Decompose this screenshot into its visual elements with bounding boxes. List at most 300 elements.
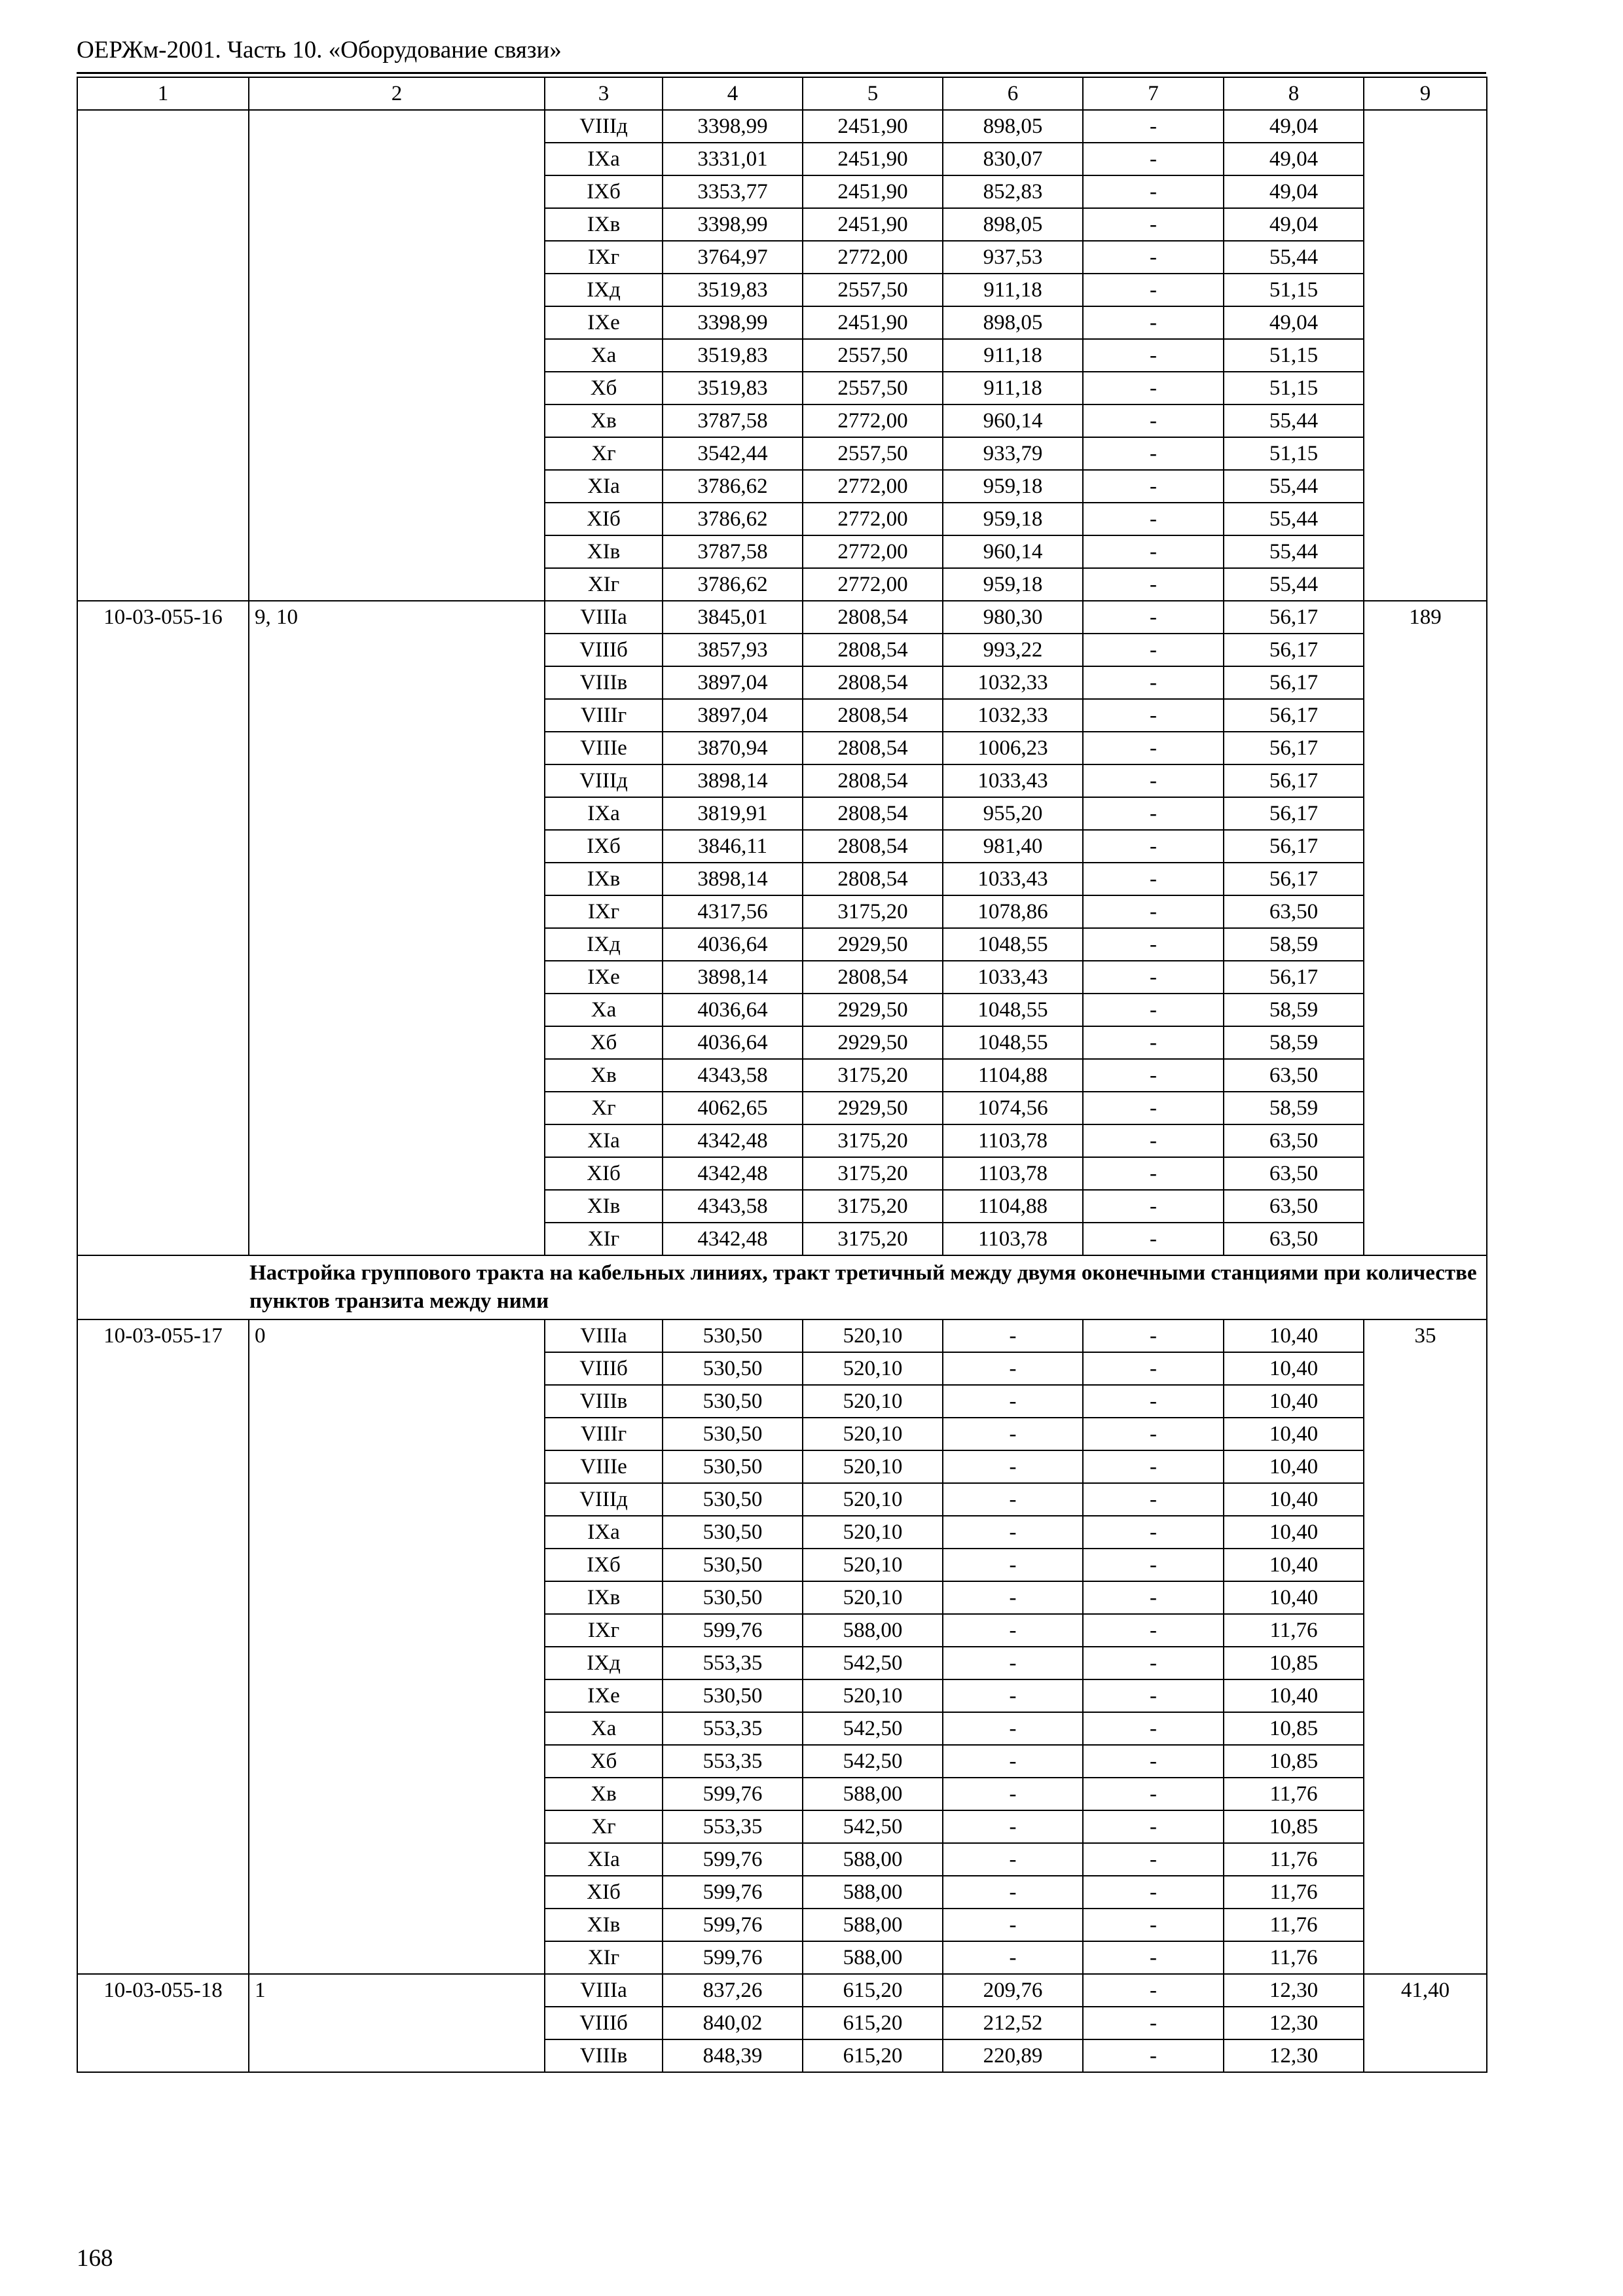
value-cell: 2557,50 [803,437,943,470]
value-cell: 520,10 [803,1418,943,1450]
value-cell: 553,35 [663,1647,803,1679]
value-cell: 11,76 [1224,1778,1364,1810]
value-cell: - [1083,994,1224,1026]
value-cell: 58,59 [1224,994,1364,1026]
value-cell: - [1083,699,1224,732]
value-cell: - [1083,1092,1224,1124]
value-cell: 3519,83 [663,339,803,372]
category-cell: XIб [545,1876,663,1909]
value-cell: 588,00 [803,1941,943,1974]
value-cell: - [1083,339,1224,372]
value-cell: 12,30 [1224,2039,1364,2072]
value-cell: 3787,58 [663,404,803,437]
value-cell: 56,17 [1224,830,1364,863]
category-cell: Xа [545,339,663,372]
value-cell: 63,50 [1224,1223,1364,1255]
value-cell: 1033,43 [943,764,1083,797]
value-cell: 3175,20 [803,1157,943,1190]
category-cell: IXд [545,274,663,306]
value-cell: 56,17 [1224,666,1364,699]
value-cell: 898,05 [943,306,1083,339]
category-cell: Xв [545,1059,663,1092]
value-cell: 10,85 [1224,1712,1364,1745]
value-cell: 10,40 [1224,1352,1364,1385]
value-cell: - [1083,1385,1224,1418]
value-cell: - [1083,535,1224,568]
value-cell: 553,35 [663,1745,803,1778]
parameter-cell: 1 [249,1974,545,2072]
value-cell: - [943,1679,1083,1712]
value-cell: - [1083,634,1224,666]
value-cell: 898,05 [943,110,1083,143]
value-cell: 1078,86 [943,895,1083,928]
value-cell: 615,20 [803,2007,943,2039]
value-cell: - [1083,2039,1224,2072]
value-cell: 530,50 [663,1352,803,1385]
value-cell: 10,85 [1224,1810,1364,1843]
value-cell: 10,40 [1224,1418,1364,1450]
value-cell: 4317,56 [663,895,803,928]
rate-code-cell: 10-03-055-17 [77,1319,249,1974]
value-cell: 4343,58 [663,1059,803,1092]
value-cell: 2808,54 [803,666,943,699]
value-cell: 10,40 [1224,1450,1364,1483]
value-cell: 2808,54 [803,863,943,895]
category-cell: VIIIг [545,699,663,732]
value-cell: - [1083,568,1224,601]
value-cell: - [1083,666,1224,699]
value-cell: - [1083,764,1224,797]
column-number-cell: 6 [943,77,1083,110]
value-cell: 2808,54 [803,732,943,764]
value-cell: 2772,00 [803,535,943,568]
value-cell: - [1083,1745,1224,1778]
column-number-cell: 4 [663,77,803,110]
value-cell: 3898,14 [663,764,803,797]
value-cell: 49,04 [1224,208,1364,241]
value-cell: 56,17 [1224,732,1364,764]
value-cell: - [1083,1549,1224,1581]
category-cell: VIIIд [545,1483,663,1516]
value-cell: - [943,1450,1083,1483]
value-cell: 1048,55 [943,994,1083,1026]
value-cell: 10,40 [1224,1549,1364,1581]
value-cell: 3175,20 [803,1124,943,1157]
table-row [77,601,1487,634]
category-cell: IXб [545,830,663,863]
value-cell: - [1083,1319,1224,1352]
category-cell: XIг [545,1941,663,1974]
value-cell: 980,30 [943,601,1083,634]
value-cell: - [943,1647,1083,1679]
value-cell: 4062,65 [663,1092,803,1124]
parameter-cell: 9, 10 [249,601,545,1255]
value-cell: 2808,54 [803,961,943,994]
category-cell: Xг [545,1092,663,1124]
value-cell: 599,76 [663,1614,803,1647]
value-cell: 63,50 [1224,1124,1364,1157]
page-number: 168 [77,2245,113,2272]
category-cell: IXа [545,1516,663,1549]
value-cell: 599,76 [663,1909,803,1941]
value-cell: 3175,20 [803,1223,943,1255]
value-cell: 63,50 [1224,1190,1364,1223]
parameter-cell [249,110,545,601]
value-cell: 911,18 [943,274,1083,306]
category-cell: Xв [545,404,663,437]
value-cell: 2772,00 [803,503,943,535]
rate-code-cell [77,110,249,601]
value-cell: 10,40 [1224,1679,1364,1712]
value-cell: 542,50 [803,1810,943,1843]
value-cell: - [943,1843,1083,1876]
value-cell: - [1083,1679,1224,1712]
value-cell: - [1083,732,1224,764]
value-cell: 51,15 [1224,274,1364,306]
value-cell: 1006,23 [943,732,1083,764]
column-number-row [77,77,1487,110]
value-cell: 1032,33 [943,666,1083,699]
value-cell: 553,35 [663,1712,803,1745]
column-number-cell: 2 [249,77,545,110]
section-heading: Настройка группового тракта на кабельных линиях, тракт третичный между двумя оконечными станциями при количестве пунктов транзита между ними [77,1255,1487,1319]
value-cell: 11,76 [1224,1909,1364,1941]
category-cell: IXе [545,961,663,994]
value-cell: 599,76 [663,1778,803,1810]
value-cell: 58,59 [1224,928,1364,961]
section-heading-row [77,1255,1487,1319]
value-cell: - [1083,110,1224,143]
value-cell: 4342,48 [663,1223,803,1255]
value-cell: 530,50 [663,1319,803,1352]
value-cell: 553,35 [663,1810,803,1843]
value-cell: 2451,90 [803,208,943,241]
value-cell: 848,39 [663,2039,803,2072]
value-cell: 530,50 [663,1483,803,1516]
column-number-cell: 3 [545,77,663,110]
value-cell: 55,44 [1224,535,1364,568]
value-cell: - [1083,241,1224,274]
value-cell: 49,04 [1224,306,1364,339]
value-cell: 2808,54 [803,830,943,863]
category-cell: Xб [545,1026,663,1059]
category-cell: XIа [545,1124,663,1157]
header-rule [77,72,1486,74]
col9-value-cell: 35 [1364,1319,1487,1974]
value-cell: 3870,94 [663,732,803,764]
value-cell: - [1083,404,1224,437]
value-cell: 2772,00 [803,568,943,601]
value-cell: 55,44 [1224,503,1364,535]
category-cell: XIб [545,1157,663,1190]
value-cell: - [1083,1516,1224,1549]
value-cell: 1033,43 [943,961,1083,994]
category-cell: VIIIе [545,732,663,764]
value-cell: 2557,50 [803,339,943,372]
value-cell: 520,10 [803,1319,943,1352]
value-cell: 615,20 [803,1974,943,2007]
value-cell: - [943,1352,1083,1385]
value-cell: 3175,20 [803,895,943,928]
value-cell: 837,26 [663,1974,803,2007]
value-cell: 3398,99 [663,306,803,339]
value-cell: 520,10 [803,1516,943,1549]
value-cell: 3898,14 [663,863,803,895]
value-cell: 2451,90 [803,110,943,143]
category-cell: IXв [545,208,663,241]
category-cell: Xб [545,372,663,404]
value-cell: - [943,1745,1083,1778]
category-cell: Xа [545,994,663,1026]
category-cell: IXб [545,175,663,208]
value-cell: - [1083,1810,1224,1843]
value-cell: - [1083,1352,1224,1385]
value-cell: 588,00 [803,1778,943,1810]
value-cell: - [1083,1450,1224,1483]
value-cell: - [943,1712,1083,1745]
value-cell: 2929,50 [803,1092,943,1124]
value-cell: 3331,01 [663,143,803,175]
category-cell: Xг [545,437,663,470]
value-cell: 58,59 [1224,1026,1364,1059]
value-cell: 530,50 [663,1418,803,1450]
category-cell: VIIIе [545,1450,663,1483]
value-cell: - [943,1516,1083,1549]
value-cell: 4036,64 [663,1026,803,1059]
value-cell: - [1083,797,1224,830]
value-cell: 3398,99 [663,208,803,241]
value-cell: - [1083,274,1224,306]
value-cell: 56,17 [1224,797,1364,830]
value-cell: 2808,54 [803,634,943,666]
value-cell: 520,10 [803,1679,943,1712]
value-cell: 1048,55 [943,928,1083,961]
value-cell: 2557,50 [803,274,943,306]
category-cell: IXа [545,143,663,175]
category-cell: IXб [545,1549,663,1581]
category-cell: IXг [545,1614,663,1647]
value-cell: 4036,64 [663,994,803,1026]
value-cell: 588,00 [803,1909,943,1941]
value-cell: 1048,55 [943,1026,1083,1059]
category-cell: IXв [545,863,663,895]
category-cell: IXд [545,1647,663,1679]
value-cell: 2451,90 [803,143,943,175]
value-cell: 1103,78 [943,1223,1083,1255]
value-cell: - [1083,1941,1224,1974]
value-cell: 2929,50 [803,928,943,961]
value-cell: 3398,99 [663,110,803,143]
value-cell: 599,76 [663,1843,803,1876]
value-cell: - [1083,208,1224,241]
value-cell: 530,50 [663,1385,803,1418]
category-cell: IXа [545,797,663,830]
value-cell: 2808,54 [803,764,943,797]
value-cell: 520,10 [803,1450,943,1483]
value-cell: 898,05 [943,208,1083,241]
value-cell: - [1083,1223,1224,1255]
value-cell: 530,50 [663,1450,803,1483]
value-cell: 530,50 [663,1581,803,1614]
category-cell: VIIIб [545,2007,663,2039]
value-cell: 599,76 [663,1876,803,1909]
value-cell: 58,59 [1224,1092,1364,1124]
value-cell: - [943,1418,1083,1450]
value-cell: 10,40 [1224,1516,1364,1549]
value-cell: 3845,01 [663,601,803,634]
value-cell: - [1083,1418,1224,1450]
value-cell: - [943,1483,1083,1516]
value-cell: 3519,83 [663,274,803,306]
value-cell: 840,02 [663,2007,803,2039]
value-cell: 588,00 [803,1843,943,1876]
category-cell: IXг [545,241,663,274]
value-cell: 10,40 [1224,1483,1364,1516]
value-cell: - [1083,1647,1224,1679]
value-cell: 2772,00 [803,241,943,274]
value-cell: 51,15 [1224,339,1364,372]
value-cell: - [1083,830,1224,863]
value-cell: 1104,88 [943,1059,1083,1092]
value-cell: 520,10 [803,1581,943,1614]
value-cell: 2808,54 [803,601,943,634]
value-cell: 51,15 [1224,437,1364,470]
value-cell: 937,53 [943,241,1083,274]
value-cell: 542,50 [803,1745,943,1778]
value-cell: 2929,50 [803,994,943,1026]
value-cell: 10,40 [1224,1385,1364,1418]
table-row [77,1974,1487,2007]
value-cell: - [1083,1876,1224,1909]
value-cell: 1103,78 [943,1157,1083,1190]
category-cell: VIIIб [545,1352,663,1385]
category-cell: VIIIд [545,110,663,143]
value-cell: 63,50 [1224,895,1364,928]
value-cell: 3857,93 [663,634,803,666]
value-cell: 209,76 [943,1974,1083,2007]
value-cell: - [1083,143,1224,175]
value-cell: 3764,97 [663,241,803,274]
value-cell: 3353,77 [663,175,803,208]
page-header: ОЕРЖм-2001. Часть 10. «Оборудование связи» [77,37,562,63]
value-cell: - [1083,1581,1224,1614]
value-cell: 520,10 [803,1385,943,1418]
value-cell: 1103,78 [943,1124,1083,1157]
value-cell: 10,85 [1224,1647,1364,1679]
category-cell: XIг [545,568,663,601]
category-cell: XIв [545,1909,663,1941]
value-cell: 3786,62 [663,470,803,503]
value-cell: 1104,88 [943,1190,1083,1223]
category-cell: XIа [545,1843,663,1876]
column-number-cell: 5 [803,77,943,110]
value-cell: 615,20 [803,2039,943,2072]
category-cell: Xг [545,1810,663,1843]
col9-value-cell: 41,40 [1364,1974,1487,2072]
value-cell: - [943,1549,1083,1581]
value-cell: - [1083,175,1224,208]
col9-value-cell: 189 [1364,601,1487,1255]
value-cell: 959,18 [943,568,1083,601]
value-cell: - [943,1319,1083,1352]
value-cell: - [1083,372,1224,404]
value-cell: 1032,33 [943,699,1083,732]
category-cell: VIIIв [545,666,663,699]
value-cell: 959,18 [943,470,1083,503]
value-cell: 10,40 [1224,1581,1364,1614]
value-cell: 55,44 [1224,404,1364,437]
value-cell: 11,76 [1224,1941,1364,1974]
value-cell: 911,18 [943,372,1083,404]
value-cell: 959,18 [943,503,1083,535]
value-cell: 3175,20 [803,1190,943,1223]
value-cell: - [1083,470,1224,503]
value-cell: - [1083,503,1224,535]
table-body [77,77,1487,2072]
col9-value-cell [1364,110,1487,601]
value-cell: - [1083,928,1224,961]
value-cell: 3786,62 [663,568,803,601]
value-cell: 11,76 [1224,1876,1364,1909]
value-cell: 960,14 [943,535,1083,568]
value-cell: - [1083,1483,1224,1516]
table-row [77,110,1487,143]
category-cell: XIа [545,470,663,503]
value-cell: 56,17 [1224,764,1364,797]
category-cell: Xб [545,1745,663,1778]
value-cell: 10,40 [1224,1319,1364,1352]
value-cell: 63,50 [1224,1157,1364,1190]
category-cell: VIIIа [545,601,663,634]
value-cell: 2451,90 [803,175,943,208]
value-cell: - [943,1909,1083,1941]
category-cell: IXе [545,1679,663,1712]
value-cell: - [1083,863,1224,895]
category-cell: VIIIа [545,1974,663,2007]
rates-table [77,77,1487,2073]
value-cell: 852,83 [943,175,1083,208]
value-cell: - [943,1876,1083,1909]
value-cell: 4342,48 [663,1124,803,1157]
value-cell: 3519,83 [663,372,803,404]
value-cell: 3787,58 [663,535,803,568]
category-cell: XIб [545,503,663,535]
value-cell: 542,50 [803,1647,943,1679]
value-cell: 56,17 [1224,699,1364,732]
value-cell: 993,22 [943,634,1083,666]
value-cell: 911,18 [943,339,1083,372]
value-cell: 1033,43 [943,863,1083,895]
value-cell: 933,79 [943,437,1083,470]
value-cell: 520,10 [803,1483,943,1516]
value-cell: 4343,58 [663,1190,803,1223]
value-cell: 3897,04 [663,666,803,699]
value-cell: 2808,54 [803,797,943,830]
value-cell: 56,17 [1224,634,1364,666]
value-cell: 11,76 [1224,1843,1364,1876]
value-cell: 55,44 [1224,568,1364,601]
value-cell: 2772,00 [803,470,943,503]
value-cell: 49,04 [1224,175,1364,208]
value-cell: - [1083,437,1224,470]
category-cell: Xа [545,1712,663,1745]
value-cell: 63,50 [1224,1059,1364,1092]
value-cell: - [1083,1778,1224,1810]
value-cell: - [1083,306,1224,339]
value-cell: - [1083,1843,1224,1876]
value-cell: - [943,1778,1083,1810]
value-cell: 588,00 [803,1876,943,1909]
